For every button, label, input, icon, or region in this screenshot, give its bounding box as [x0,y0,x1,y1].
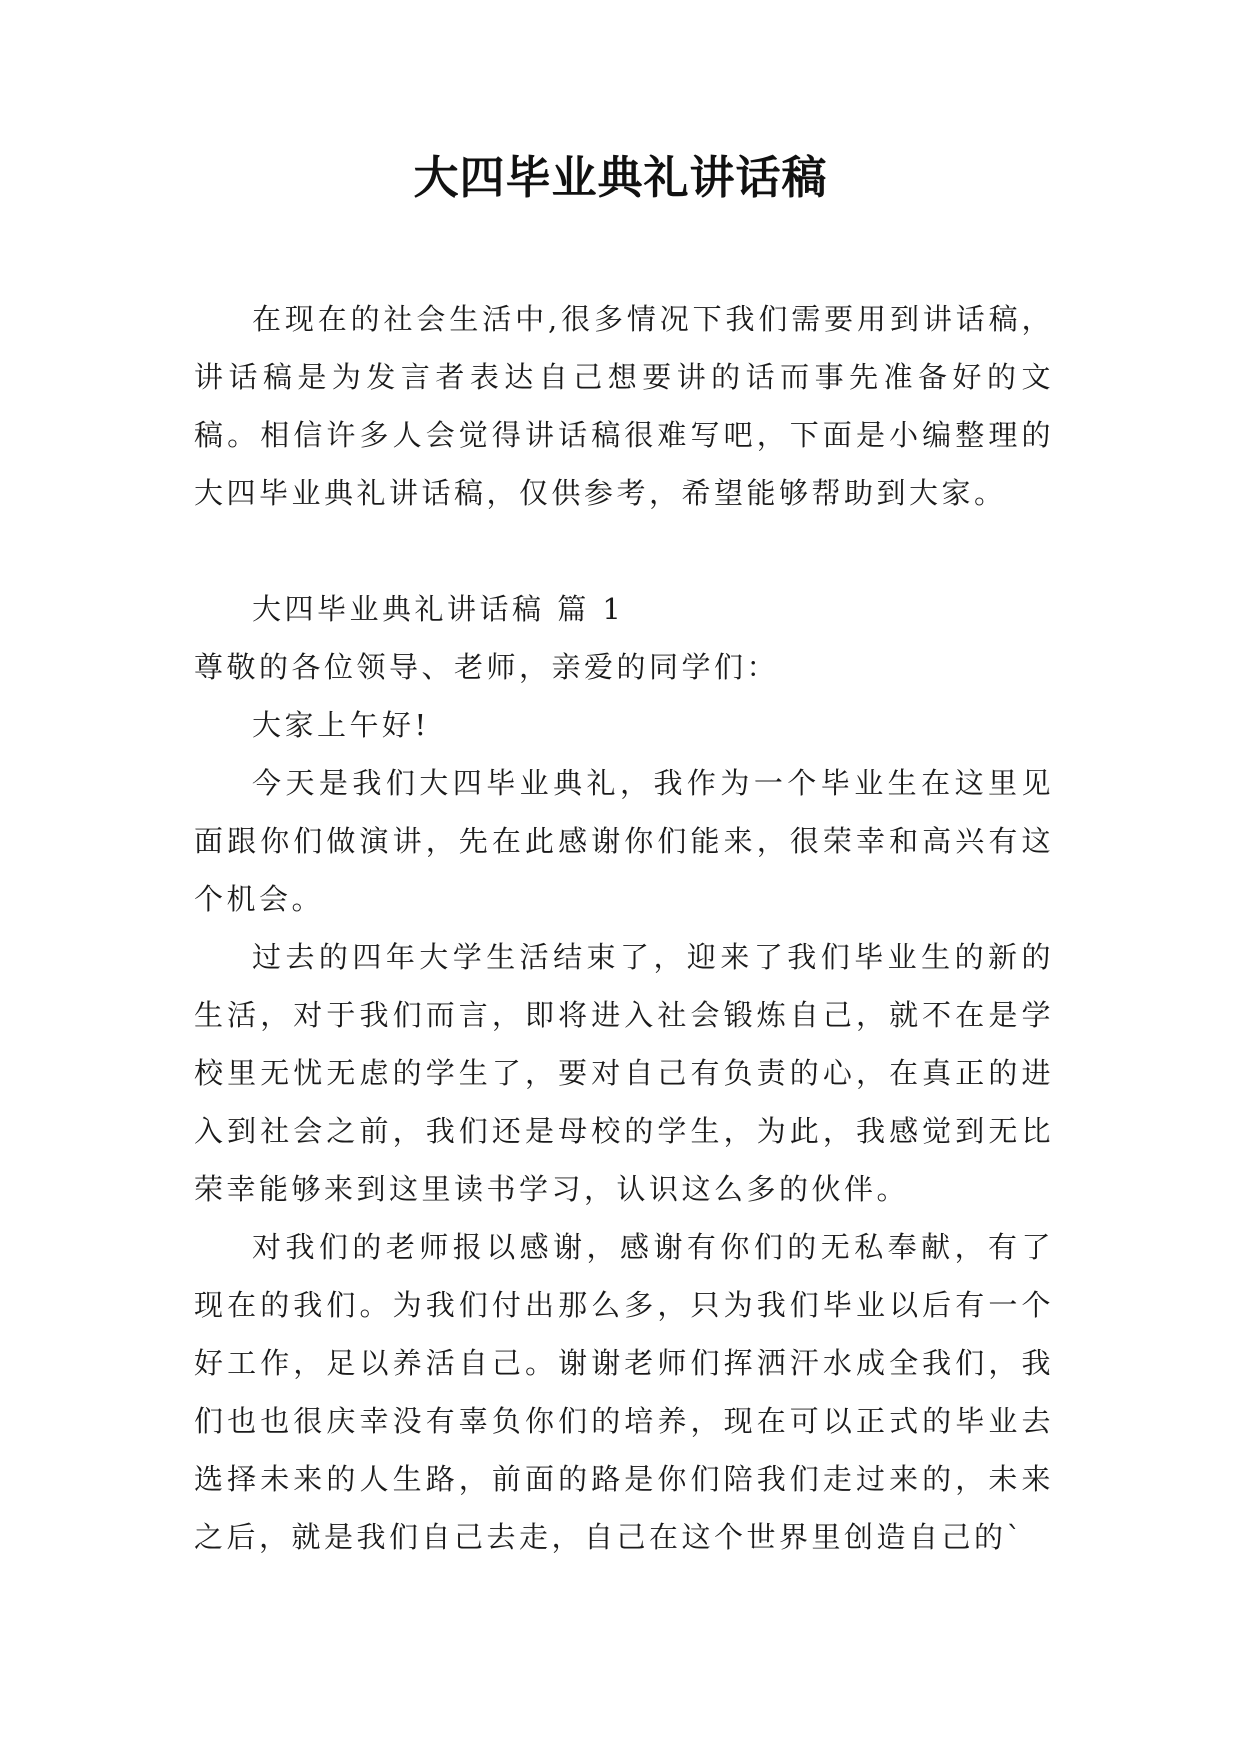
section-heading: 大四毕业典礼讲话稿 篇 1 [252,592,625,626]
paragraph-gap [194,522,1054,580]
intro-paragraph: 在现在的社会生活中,很多情况下我们需要用到讲话稿，讲话稿是为发言者表达自己想要讲的话而事先准备好的文稿。相信许多人会觉得讲话稿很难写吧，下面是小编整理的大四毕业典礼讲话稿，仅供参考，希望能够帮助到大家。 [194,302,1054,510]
body-paragraph-3: 对我们的老师报以感谢，感谢有你们的无私奉献，有了现在的我们。为我们付出那么多，只为我们毕业以后有一个好工作，足以养活自己。谢谢老师们挥洒汗水成全我们，我们也也很庆幸没有辜负你们的培养，现在可以正式的毕业去选择未来的人生路，前面的路是你们陪我们走过来的，未来之后，就是我们自己去走，自己在这个世界里创造自己的` [194,1230,1054,1554]
salutation: 尊敬的各位领导、老师，亲爱的同学们： [194,650,780,684]
body-paragraph-2: 过去的四年大学生活结束了，迎来了我们毕业生的新的生活，对于我们而言，即将进入社会锻炼自己，就不在是学校里无忧无虑的学生了，要对自己有负责的心，在真正的进入到社会之前，我们还是母校的学生，为此，我感觉到无比荣幸能够来到这里读书学习，认识这么多的伙伴。 [194,940,1054,1206]
body-paragraph-1: 今天是我们大四毕业典礼，我作为一个毕业生在这里见面跟你们做演讲，先在此感谢你们能来，很荣幸和高兴有这个机会。 [194,766,1054,916]
greeting: 大家上午好! [252,708,430,742]
document-body [194,290,1054,1566]
document-title: 大四毕业典礼讲话稿 [413,151,828,204]
